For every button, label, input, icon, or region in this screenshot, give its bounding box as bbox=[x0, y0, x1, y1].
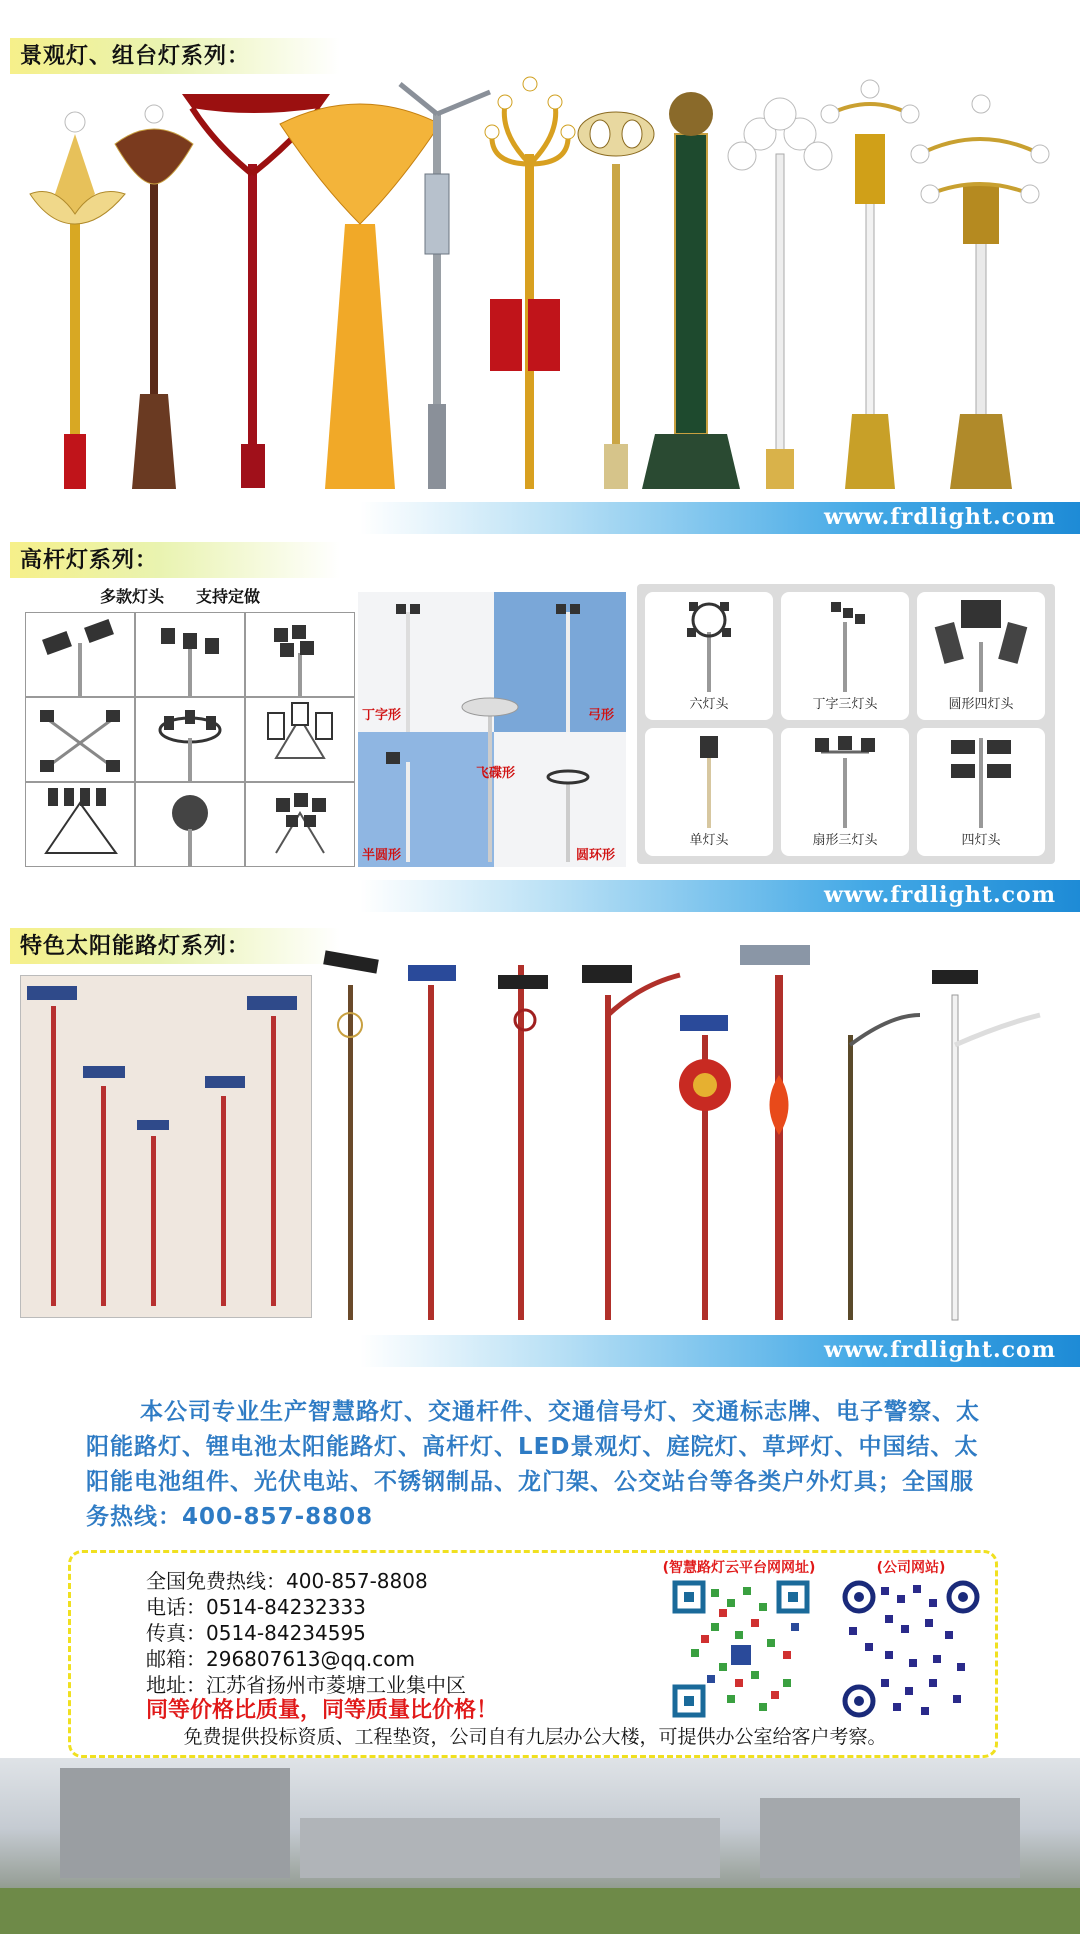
qr-code-icon bbox=[841, 1579, 981, 1719]
grid-cell bbox=[245, 697, 355, 782]
floodlight-icon bbox=[246, 613, 354, 696]
tag-feidie: 飞碟形 bbox=[476, 766, 516, 781]
tag-yuanhuan: 圆环形 bbox=[576, 848, 616, 863]
head-type-card bbox=[645, 592, 773, 720]
head-type-label: 四灯头 bbox=[961, 833, 1001, 848]
solar-lamp bbox=[932, 970, 1040, 1320]
lamp-gold-chandelier bbox=[911, 95, 1049, 489]
company-intro: 本公司专业生产智慧路灯、交通杆件、交通信号灯、交通标志牌、电子警察、太阳能路灯、锂电池太阳能路灯、高杆灯、LED景观灯、庭院灯、草坪灯、中国结、太阳能电池组件、光伏电站、不锈钢制品、龙门架、公交站台等各类户外灯具；全国服务热线：400-857-8808 bbox=[86, 1399, 980, 1530]
head-type-label: 圆形四灯头 bbox=[948, 697, 1014, 712]
solar-lamp bbox=[323, 950, 379, 1320]
four-head-icon bbox=[917, 728, 1045, 828]
solar-lamp bbox=[848, 1015, 920, 1320]
solar-lamp bbox=[408, 965, 456, 1320]
head-type-card bbox=[917, 728, 1045, 856]
floodlight-icon bbox=[26, 698, 134, 781]
grid-cell bbox=[245, 782, 355, 867]
highmast-photo-panel bbox=[358, 592, 626, 867]
factory-buildings bbox=[0, 1758, 1080, 1934]
lamp-white-ball-cluster bbox=[728, 98, 832, 489]
head-type-card bbox=[645, 728, 773, 856]
head-types-panel bbox=[637, 584, 1055, 864]
website-url: www.frdlight.com bbox=[824, 1337, 1056, 1363]
solar-lamp bbox=[740, 945, 810, 1320]
solar-lamps-group bbox=[21, 976, 311, 1317]
grid-cell bbox=[25, 612, 135, 697]
website-url: www.frdlight.com bbox=[824, 504, 1056, 530]
tag-banyuan: 半圆形 bbox=[362, 848, 402, 863]
url-ribbon-3 bbox=[360, 1335, 1080, 1367]
phone: 电话：0514-84232333 bbox=[146, 1595, 366, 1619]
grid-cell bbox=[25, 697, 135, 782]
grid-cell bbox=[245, 612, 355, 697]
solar-lamp bbox=[498, 965, 548, 1320]
head-type-card bbox=[781, 592, 909, 720]
round-four-head-icon bbox=[917, 592, 1045, 692]
grid-cell bbox=[135, 697, 245, 782]
lamp-gold-lantern bbox=[821, 80, 919, 489]
floodlight-icon bbox=[246, 698, 354, 781]
address: 地址：江苏省扬州市菱塘工业集中区 bbox=[146, 1673, 466, 1697]
qr-code-company-site[interactable] bbox=[841, 1579, 981, 1719]
floodlight-icon bbox=[26, 613, 134, 696]
fan-three-head-icon bbox=[781, 728, 909, 828]
tag-gong: 弓形 bbox=[588, 708, 615, 723]
email: 邮箱：296807613@qq.com bbox=[146, 1647, 415, 1671]
grid-cell bbox=[135, 782, 245, 867]
lamp-peacock bbox=[578, 112, 654, 489]
qr-site-label: (公司网站) bbox=[876, 1560, 946, 1576]
factory-photo bbox=[0, 1758, 1080, 1934]
grid-cell bbox=[25, 782, 135, 867]
head-type-card bbox=[781, 728, 909, 856]
qr-code-cloud-platform[interactable] bbox=[671, 1579, 811, 1719]
tag-dingzi: 丁字形 bbox=[362, 708, 402, 723]
website-url: www.frdlight.com bbox=[824, 882, 1056, 908]
solar-lamp bbox=[679, 1015, 731, 1320]
lamp-green-dragon-column bbox=[642, 92, 740, 489]
lamp-gold-phoenix bbox=[280, 104, 440, 489]
lamp-gold-buds-banner bbox=[485, 77, 575, 489]
head-type-label: 丁字三灯头 bbox=[812, 697, 878, 712]
url-ribbon-2 bbox=[360, 880, 1080, 912]
section-title-solar: 特色太阳能路灯系列： bbox=[10, 928, 340, 964]
single-head-icon bbox=[645, 728, 773, 828]
head-type-label: 六灯头 bbox=[689, 697, 729, 712]
solar-group-photo bbox=[20, 975, 312, 1318]
floodlight-icon bbox=[26, 783, 134, 866]
qr-cloud-label: (智慧路灯云平台网网址) bbox=[662, 1560, 816, 1576]
section-title-landscape: 景观灯、组台灯系列： bbox=[10, 38, 340, 74]
lamp-lotus-gold bbox=[30, 112, 125, 489]
slogan: 同等价格比质量，同等质量比价格！ bbox=[146, 1698, 499, 1723]
solar-lamp bbox=[582, 965, 680, 1320]
floodlight-icon bbox=[136, 613, 244, 696]
head-type-label: 单灯头 bbox=[689, 833, 729, 848]
head-type-label: 扇形三灯头 bbox=[812, 833, 878, 848]
floodlight-icon bbox=[136, 698, 244, 781]
landscape-lights-illustration bbox=[0, 74, 1080, 494]
section-title-highmast: 高杆灯系列： bbox=[10, 542, 340, 578]
url-ribbon-1 bbox=[360, 502, 1080, 534]
hotline: 全国免费热线：400-857-8808 bbox=[146, 1569, 428, 1593]
solar-lamps-row bbox=[320, 935, 1060, 1325]
t-three-head-icon bbox=[781, 592, 909, 692]
floodlight-icon bbox=[246, 783, 354, 866]
grid-caption: 多款灯头 支持定做 bbox=[100, 587, 261, 606]
footer-note: 免费提供投标资质、工程垫资，公司自有九层办公大楼，可提供办公室给客户考察。 bbox=[183, 1726, 887, 1748]
lamp-bronze-flower bbox=[115, 105, 193, 489]
fax: 传真：0514-84234595 bbox=[146, 1621, 366, 1645]
floodlight-icon bbox=[136, 783, 244, 866]
qr-code-icon bbox=[671, 1579, 811, 1719]
head-type-card bbox=[917, 592, 1045, 720]
lamp-head-grid bbox=[25, 612, 355, 867]
grid-cell bbox=[135, 612, 245, 697]
six-head-icon bbox=[645, 592, 773, 692]
highmast-shapes bbox=[358, 592, 626, 867]
